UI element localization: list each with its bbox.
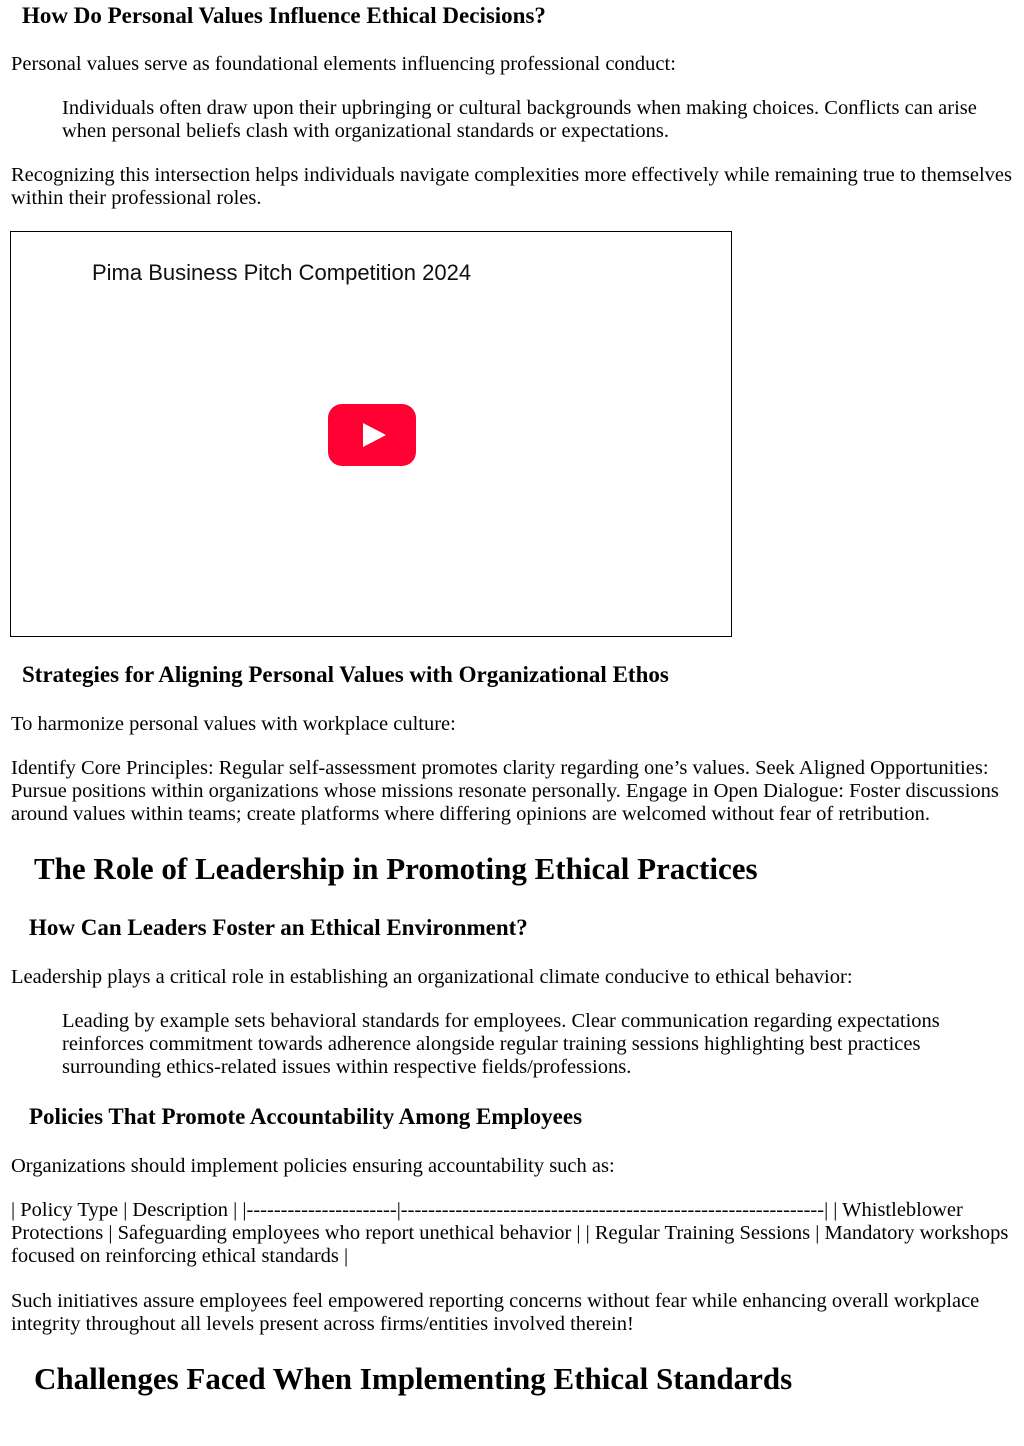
heading-personal-values: How Do Personal Values Influence Ethical Decisions? [22,3,546,28]
heading-leadership: The Role of Leadership in Promoting Ethical Practices [34,851,758,886]
paragraph-strategies-intro: To harmonize personal values with workplace culture: [11,713,456,735]
paragraph-strategies-body: Identify Core Principles: Regular self-assessment promotes clarity regarding one’s values. Seek Aligned Opportunities: Pursue positions within organizations whose missions resonate personally. Engage in Open Dialogue: Foster discussions around values within teams; create platforms where differing opinions are welcomed without fear of retribution. [11,757,999,825]
heading-strategies: Strategies for Aligning Personal Values with Organizational Ethos [22,662,669,687]
play-button[interactable] [328,404,416,466]
blockquote-personal-values: Individuals often draw upon their upbringing or cultural backgrounds when making choices. Conflicts can arise when personal beliefs clash with organizational standards or expectations. [62,97,977,142]
heading-challenges: Challenges Faced When Implementing Ethical Standards [34,1361,793,1396]
policy-table-text: | Policy Type | Description | |----------------------|--------------------------------------------------------------| | Whistleblower Protections | Safeguarding employees who report unethical behavior | | Regular Training Sessions | Mandatory workshops focused on reinforcing ethical standards | [11,1199,1009,1267]
heading-accountability: Policies That Promote Accountability Among Employees [29,1104,583,1129]
paragraph-personal-values-intro: Personal values serve as foundational elements influencing professional conduct: [11,53,676,75]
blockquote-leadership: Leading by example sets behavioral standards for employees. Clear communication regarding expectations reinforces commitment towards adherence alongside regular training sessions highlighting best practices surrounding ethics-related issues within respective fields/professions. [62,1010,940,1078]
paragraph-accountability-conclusion: Such initiatives assure employees feel empowered reporting concerns without fear while enhancing overall workplace integrity throughout all levels present across firms/entities involved therein! [11,1290,980,1335]
paragraph-leadership-intro: Leadership plays a critical role in establishing an organizational climate conducive to ethical behavior: [11,966,853,988]
play-icon [363,423,386,447]
paragraph-personal-values-conclusion: Recognizing this intersection helps individuals navigate complexities more effectively while remaining true to themselves within their professional roles. [11,164,1013,209]
subheading-leadership: How Can Leaders Foster an Ethical Environment? [29,915,528,940]
video-embed[interactable] [10,231,732,637]
video-title[interactable]: Pima Business Pitch Competition 2024 [92,260,472,285]
paragraph-accountability-intro: Organizations should implement policies ensuring accountability such as: [11,1155,615,1177]
